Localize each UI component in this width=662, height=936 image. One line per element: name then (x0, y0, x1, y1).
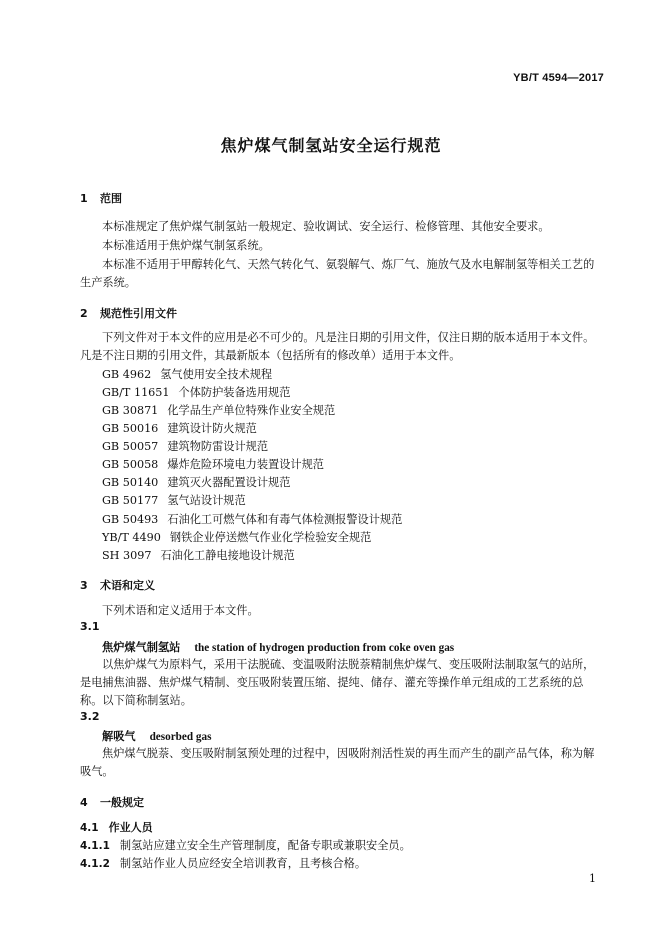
reference-item (102, 456, 324, 472)
term-number: 3.2 (80, 710, 100, 723)
term-definition: 焦炉煤气脱萘、变压吸附制氢预处理的过程中，因吸附剂活性炭的再生而产生的副产品气体，称为解吸气。 (80, 747, 595, 778)
reference-title: 化学品生产单位特殊作业安全规范 (167, 404, 336, 417)
clause-number: 4.1.2 (80, 858, 110, 870)
references-intro: 下列文件对于本文件的应用是必不可少的。凡是注日期的引用文件，仅注日期的版本适用于本文件。凡是不注日期的引用文件，其最新版本（包括所有的修改单）适用于本文件。 (80, 331, 595, 362)
reference-item (102, 384, 290, 400)
reference-title: 爆炸危险环境电力装置设计规范 (167, 458, 324, 471)
term-chinese: 解吸气 (102, 730, 136, 743)
reference-item (102, 529, 371, 545)
section-title: 规范性引用文件 (100, 307, 177, 320)
reference-title: 钢铁企业停送燃气作业化学检验安全规范 (169, 531, 372, 544)
term-definition: 以焦炉煤气为原料气，采用干法脱硫、变温吸附法脱萘精制焦炉煤气、变压吸附法制取氢气的站所，是电捕焦油器、焦炉煤气精制、变压吸附装置压缩、提纯、储存、灌充等操作单元组成的工艺系统的总称。以下简称制氢站。 (80, 658, 595, 707)
section-3-heading (80, 577, 155, 593)
reference-title: 建筑设计防火规范 (167, 422, 257, 435)
clause-number: 4.1.1 (80, 840, 110, 852)
section-1-heading (80, 190, 122, 206)
clause-4-1-1 (80, 837, 411, 853)
section-title: 范围 (100, 192, 122, 205)
reference-code: GB 30871 (102, 404, 159, 417)
clause-text: 制氢站作业人员应经安全培训教育，且考核合格。 (119, 857, 367, 870)
scope-paragraph-3: 本标准不适用于甲醇转化气、天然气转化气、氨裂解气、炼厂气、施放气及水电解制氢等相关工艺的生产系统。 (80, 258, 595, 289)
section-2-heading (80, 305, 177, 321)
clause-4-1-2 (80, 855, 366, 871)
reference-title: 石油化工可燃气体和有毒气体检测报警设计规范 (167, 513, 403, 526)
reference-title: 建筑物防雷设计规范 (167, 440, 269, 453)
reference-code: GB 50493 (102, 513, 159, 526)
reference-item (102, 366, 272, 382)
reference-code: GB 50140 (102, 476, 159, 489)
reference-code: GB 50016 (102, 422, 159, 435)
reference-code: GB 50057 (102, 440, 159, 453)
subsection-4-1 (80, 819, 153, 835)
reference-item (102, 420, 257, 436)
section-number: 4 (80, 796, 88, 809)
reference-code: GB/T 11651 (102, 386, 170, 399)
scope-paragraph-2: 本标准适用于焦炉煤气制氢系统。 (102, 239, 270, 252)
term-entry (102, 728, 211, 744)
reference-code: GB 50177 (102, 494, 159, 507)
reference-title: 石油化工静电接地设计规范 (160, 549, 295, 562)
subsection-number: 4.1 (80, 822, 99, 834)
term-chinese: 焦炉煤气制氢站 (102, 641, 181, 654)
reference-code: GB 50058 (102, 458, 159, 471)
reference-title: 氢气使用安全技术规程 (160, 368, 273, 381)
term-number: 3.1 (80, 620, 100, 633)
section-number: 1 (80, 192, 88, 205)
page-number: 1 (589, 872, 596, 885)
reference-title: 建筑灭火器配置设计规范 (167, 476, 291, 489)
reference-title: 个体防护装备选用规范 (178, 386, 291, 399)
term-english: the station of hydrogen production from coke oven gas (194, 642, 455, 654)
reference-item (102, 474, 290, 490)
reference-item (102, 492, 246, 508)
reference-code: YB/T 4490 (102, 531, 161, 544)
standard-number: YB/T 4594—2017 (513, 72, 604, 84)
reference-item (102, 547, 295, 563)
reference-title: 氢气站设计规范 (167, 494, 246, 507)
document-title: 焦炉煤气制氢站安全运行规范 (220, 136, 442, 155)
reference-item (102, 511, 402, 527)
terms-intro: 下列术语和定义适用于本文件。 (102, 604, 259, 617)
section-number: 3 (80, 579, 88, 592)
section-title: 一般规定 (100, 796, 144, 809)
reference-code: GB 4962 (102, 368, 152, 381)
reference-item (102, 438, 268, 454)
scope-paragraph-1: 本标准规定了焦炉煤气制氢站一般规定、验收调试、安全运行、检修管理、其他安全要求。 (102, 220, 550, 233)
term-entry (102, 639, 454, 655)
section-4-heading (80, 794, 144, 810)
reference-item (102, 402, 335, 418)
section-number: 2 (80, 307, 88, 320)
section-title: 术语和定义 (100, 579, 155, 592)
reference-code: SH 3097 (102, 549, 152, 562)
clause-text: 制氢站应建立安全生产管理制度，配备专职或兼职安全员。 (119, 839, 411, 852)
term-english: desorbed gas (149, 731, 212, 743)
subsection-title: 作业人员 (108, 821, 153, 834)
